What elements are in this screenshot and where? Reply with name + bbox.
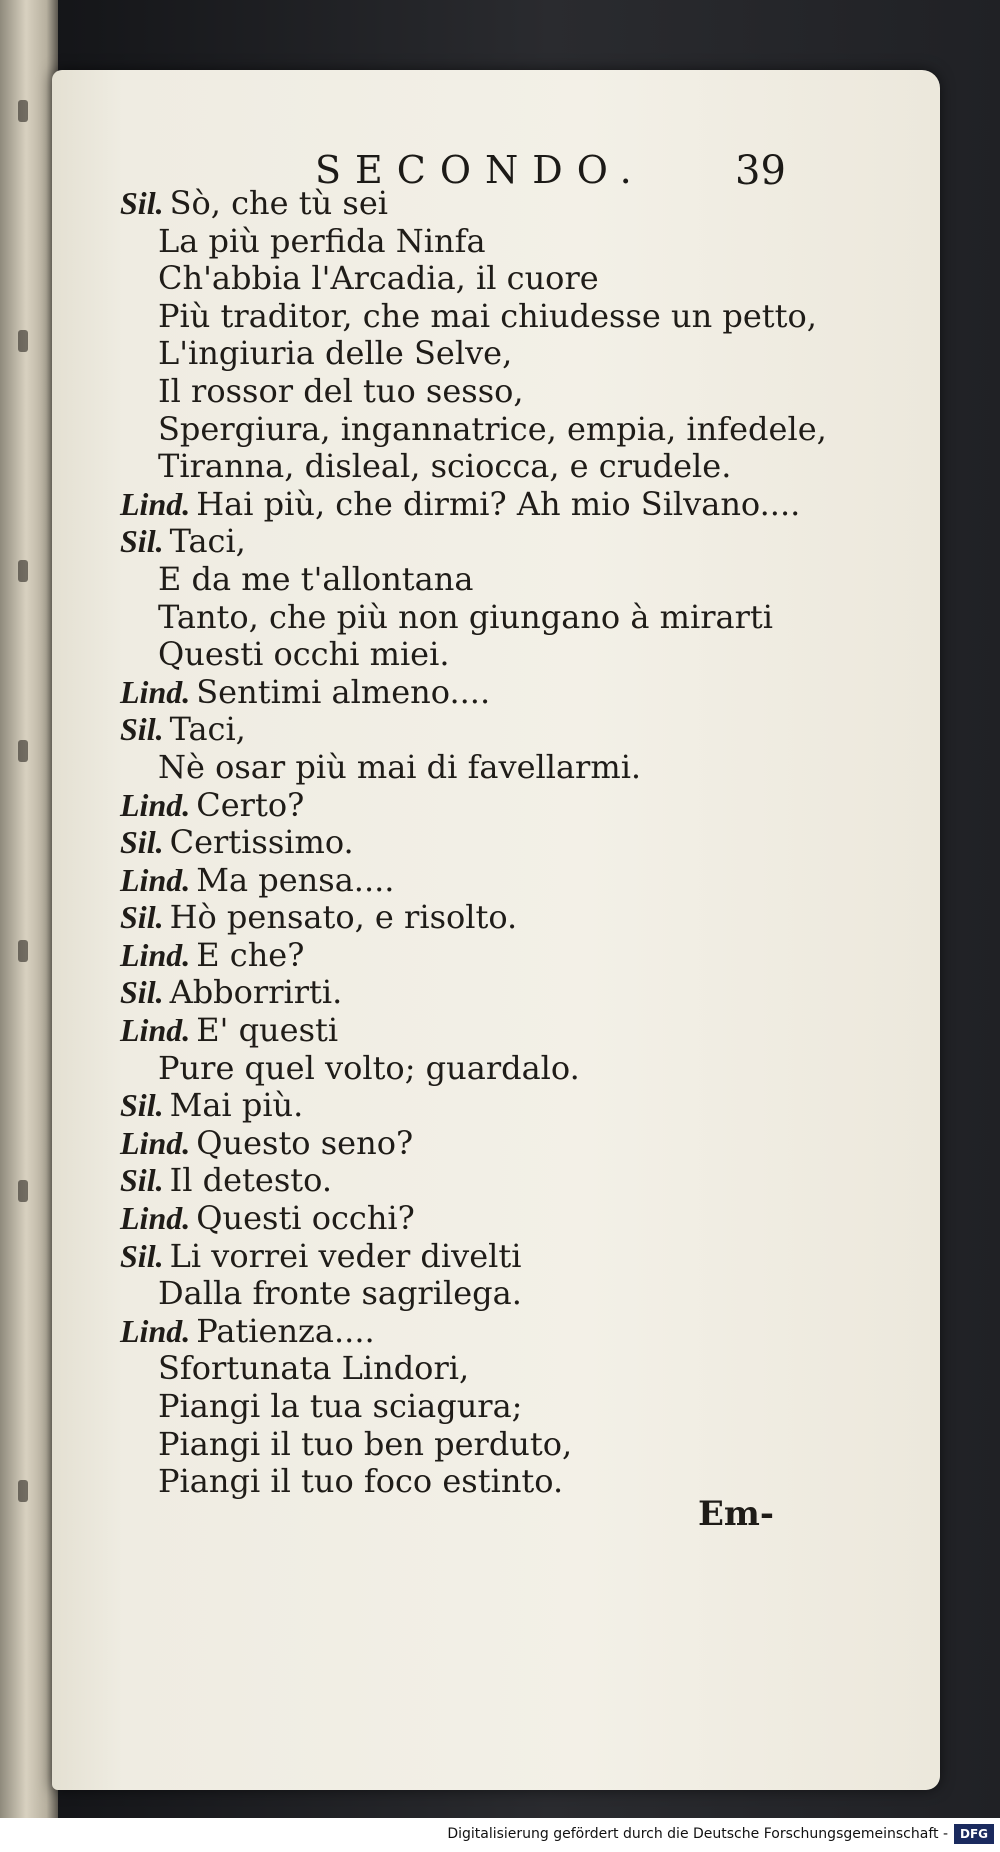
speaker-label: Lind. xyxy=(120,861,191,898)
line-text: Li vorrei veder divelti xyxy=(169,1236,522,1275)
running-head: SECONDO. xyxy=(315,148,646,192)
spine-mark xyxy=(18,330,28,352)
line-text: Ch'abbia l'Arcadia, il cuore xyxy=(158,259,599,298)
verse-line xyxy=(120,223,820,261)
verse-line xyxy=(120,523,820,561)
line-text: Certo? xyxy=(196,785,305,824)
verse-line xyxy=(120,561,820,599)
verse-line xyxy=(120,335,820,373)
verse-line xyxy=(120,636,820,674)
line-text: E' questi xyxy=(196,1011,339,1050)
line-text: Il detesto. xyxy=(169,1161,332,1200)
speaker-label: Sil. xyxy=(120,1162,164,1199)
verse-line xyxy=(120,260,820,298)
line-text: Sò, che tù sei xyxy=(169,184,388,222)
line-text: Tiranna, disleal, sciocca, e crudele. xyxy=(158,447,732,486)
speaker-label: Lind. xyxy=(120,786,191,823)
verse-line xyxy=(120,824,820,862)
line-text: Hò pensato, e risolto. xyxy=(169,898,518,937)
verse-line xyxy=(120,1012,820,1050)
dialogue-text xyxy=(120,184,827,1501)
verse-line xyxy=(120,599,820,637)
line-text: Piangi la tua sciagura; xyxy=(158,1387,523,1425)
spine-mark xyxy=(18,940,28,962)
line-text: Certissimo. xyxy=(169,823,354,862)
line-text: Abborrirti. xyxy=(169,973,343,1012)
verse-line xyxy=(120,1426,820,1464)
speaker-label: Lind. xyxy=(120,1312,191,1349)
line-text: Mai più. xyxy=(169,1086,304,1125)
verse-line xyxy=(120,1388,820,1426)
book-spine xyxy=(0,0,58,1852)
speaker-label: Lind. xyxy=(120,1124,191,1161)
speaker-label: Sil. xyxy=(120,1087,164,1124)
verse-line xyxy=(120,899,820,937)
speaker-label: Sil. xyxy=(120,974,164,1011)
verse-line xyxy=(120,373,820,411)
verse-line xyxy=(120,1125,820,1163)
verse-line xyxy=(120,298,820,336)
verse-line xyxy=(120,1050,820,1088)
line-text: Tanto, che più non giungano à mirarti xyxy=(158,597,773,636)
verse-line xyxy=(120,1162,820,1200)
verse-line xyxy=(120,674,820,712)
verse-line xyxy=(120,185,820,223)
line-text: Pure quel volto; guardalo. xyxy=(158,1048,580,1087)
line-text: Questi occhi miei. xyxy=(158,635,450,674)
speaker-label: Lind. xyxy=(120,1200,191,1237)
footer-credit: Digitalisierung gefördert durch die Deutsche Forschungsgemeinschaft - xyxy=(447,1826,948,1842)
page-number: 39 xyxy=(735,148,786,194)
verse-line xyxy=(120,1275,820,1313)
verse-line xyxy=(120,1200,820,1238)
speaker-label: Sil. xyxy=(120,899,164,936)
line-text: Hai più, che dirmi? Ah mio Silvano.... xyxy=(196,484,801,523)
line-text: Il rossor del tuo sesso, xyxy=(158,371,524,410)
line-text: Spergiura, ingannatrice, empia, infedele, xyxy=(158,409,827,448)
line-text: Dalla fronte sagrilega. xyxy=(158,1274,522,1313)
speaker-label: Sil. xyxy=(120,185,164,221)
speaker-label: Lind. xyxy=(120,936,191,973)
line-text: E da me t'allontana xyxy=(158,559,474,598)
spine-mark xyxy=(18,1180,28,1202)
line-text: Ma pensa.... xyxy=(196,860,395,899)
speaker-label: Lind. xyxy=(120,1012,191,1049)
spine-mark xyxy=(18,560,28,582)
spine-mark xyxy=(18,1480,28,1502)
line-text: Questo seno? xyxy=(196,1123,414,1162)
speaker-label: Sil. xyxy=(120,711,164,748)
line-text: Questi occhi? xyxy=(196,1199,415,1238)
line-text: Patienza.... xyxy=(196,1311,375,1350)
line-text: E che? xyxy=(196,935,305,974)
verse-line xyxy=(120,409,827,449)
spine-mark xyxy=(18,740,28,762)
verse-line xyxy=(120,787,820,825)
line-text: La più perfida Ninfa xyxy=(158,221,486,260)
speaker-label: Lind. xyxy=(120,673,191,710)
verse-line xyxy=(120,974,820,1012)
verse-line xyxy=(120,937,820,975)
line-text: Taci, xyxy=(169,522,246,561)
line-text: Piangi il tuo foco estinto. xyxy=(158,1462,564,1501)
verse-line xyxy=(120,749,820,787)
line-text: Taci, xyxy=(169,710,246,749)
verse-line xyxy=(120,1313,820,1351)
line-text: Piangi il tuo ben perduto, xyxy=(158,1424,573,1463)
line-text: Più traditor, che mai chiudesse un petto, xyxy=(158,296,817,335)
catchword: Em- xyxy=(698,1494,775,1534)
line-text: Nè osar più mai di favellarmi. xyxy=(158,747,642,786)
verse-line xyxy=(120,711,820,749)
line-text: L'ingiuria delle Selve, xyxy=(158,334,513,373)
verse-line xyxy=(120,1238,820,1276)
verse-line xyxy=(120,448,820,486)
spine-mark xyxy=(18,100,28,122)
dfg-logo: DFG xyxy=(954,1824,994,1844)
speaker-label: Sil. xyxy=(120,824,164,861)
verse-line xyxy=(120,486,820,524)
verse-line xyxy=(120,862,820,900)
line-text: Sfortunata Lindori, xyxy=(158,1349,470,1388)
digitization-footer xyxy=(0,1818,1000,1852)
verse-line xyxy=(120,1087,820,1125)
speaker-label: Lind. xyxy=(120,485,191,522)
verse-line xyxy=(120,1350,820,1388)
speaker-label: Sil. xyxy=(120,523,164,560)
line-text: Sentimi almeno.... xyxy=(196,672,491,711)
speaker-label: Sil. xyxy=(120,1237,164,1274)
